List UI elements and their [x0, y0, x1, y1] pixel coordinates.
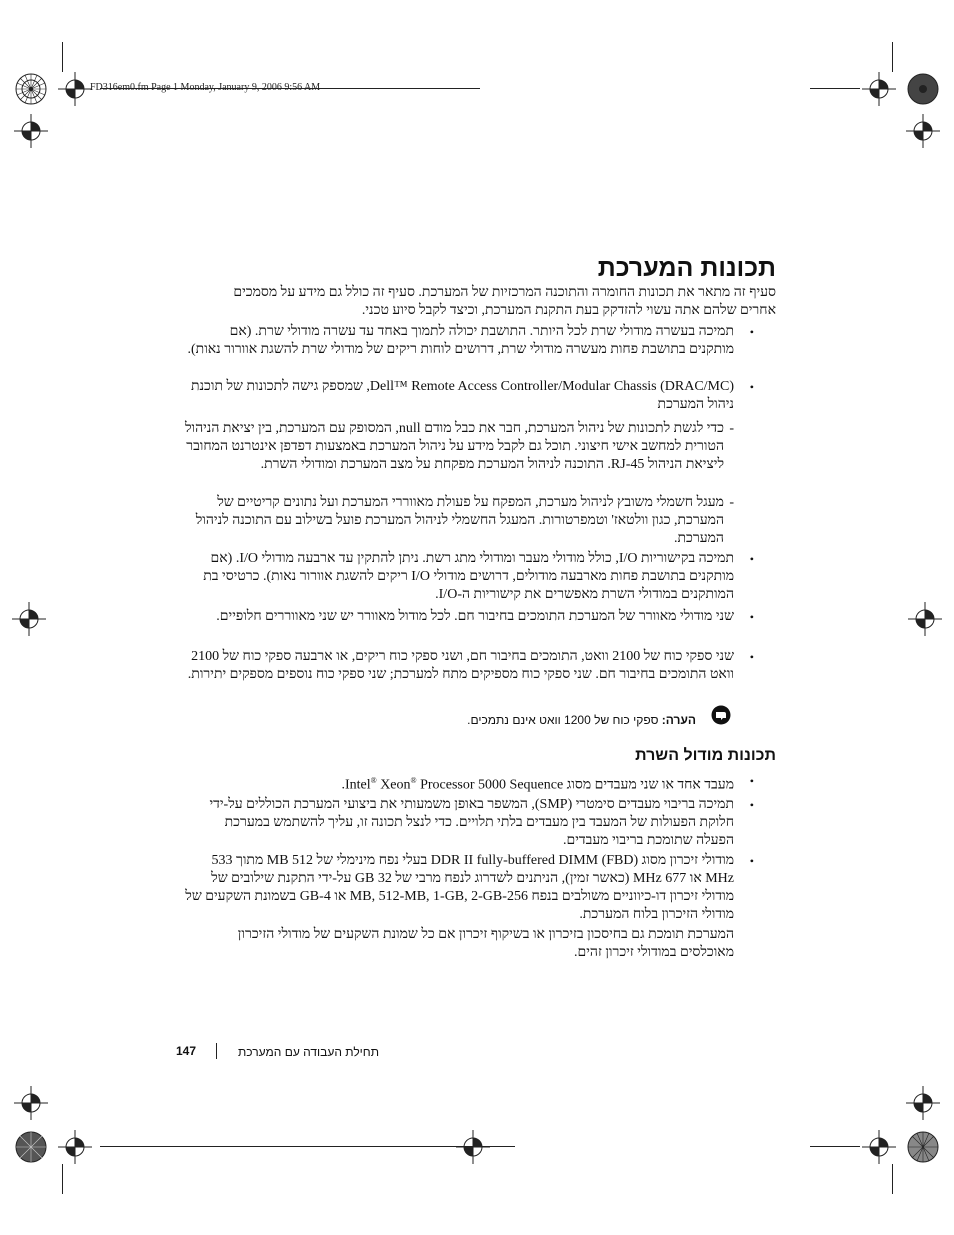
- page-number: 147: [176, 1044, 197, 1058]
- crosshair-icon: [906, 1086, 940, 1120]
- note-text: ספקי כוח של 1200 וואט אינם נתמכים.: [467, 713, 659, 727]
- registered-mark: ®: [370, 776, 377, 785]
- feature-item: שני ספקי כוח של 2100 וואט, התומכים בחיבור חם, ושני ספקי כוח ריקים, או ארבעה ספקי כוח של 2100 וואט התומכים בחיבור חם. שני ספקי כוח מספיקים מתח למערכת; שני ספקי כוח נוספים מספקים יתירות.: [187, 649, 734, 682]
- crosshair-icon: [14, 72, 48, 106]
- color-target-icon: [906, 1130, 940, 1164]
- bullet-icon: •: [749, 854, 754, 868]
- bullet-icon: •: [749, 325, 754, 339]
- server-feature-item: מודולי זיכרון מסוג DDR II fully-buffered DIMM (FBD) בעלי נפח מינימלי של 512 MB מתוך 533 MHz או 677 MHz (כאשר זמין), הניתנים לשדרוג לנפח מרבי של 32 GB על-ידי התקנת שילובים של מודולי זיכרון דו-כיווניים משולבים בנפח 256-MB, 512-MB, 1-GB, 2-GB או 4-GB בשמונת השקעים של מודולי הזיכרון בלוח המערכת.: [185, 853, 734, 922]
- feature-item: תמיכה בעשרה מודולי שרת לכל היותר. התושבת יכולה לתמוך באחד עד עשרה מודולי שרת. (אם מותקנים בתושבת פחות מעשרה מודולי שרת, דרושים לוחות ריקים של מודולי שרת להשגת אוורור נאות).: [187, 324, 734, 357]
- color-target-icon: [14, 1130, 48, 1164]
- page-title: תכונות המערכת: [597, 254, 776, 282]
- registered-mark: ®: [410, 776, 417, 785]
- dash-icon: -: [729, 495, 734, 510]
- crosshair-icon: [908, 602, 942, 636]
- crosshair-icon: [14, 114, 48, 148]
- bullet-icon: •: [749, 552, 754, 566]
- note: [296, 712, 696, 728]
- processor-text-2: Xeon: [376, 777, 411, 793]
- crosshair-icon: [862, 1130, 896, 1164]
- color-target-icon: [906, 72, 940, 106]
- section-title: תכונות מודול השרת: [635, 747, 776, 764]
- bullet-icon: •: [749, 380, 754, 394]
- footer-section-name: תחילת העבודה עם המערכת: [238, 1045, 379, 1059]
- bullet-icon: •: [749, 798, 754, 812]
- footer-separator: [216, 1043, 217, 1059]
- crosshair-icon: [456, 1130, 490, 1164]
- crosshair-icon: [58, 1130, 92, 1164]
- crosshair-icon: [14, 1086, 48, 1120]
- sub-feature-item: כדי לגשת לתכונות של ניהול המערכת, חבר את כבל מודם null, המסופק עם המערכת, בין יציאת הניהול הטורית למחשב אישי חיצוני. תוכל גם לקבל מידע על ניהול המערכת באמצעות דפדפן אינטרנט המחובר ליציאת הניהול RJ-45. התוכנה לניהול המערכת מפקחת על מצב המערכת ומודולי השרת.: [184, 421, 724, 472]
- feature-item: שני מודולי מאוורר של המערכת התומכים בחיבור חם. לכל מודול מאוורר יש שני מאווררים חלופיים.: [216, 609, 734, 624]
- server-feature-item: תמיכה בריבוי מעבדים סימטרי (SMP), המשפר באופן משמעותי את ביצועי המערכת הכוללים על-ידי חלוקת הפעולות של המעבד בין מעבדים בלתי תלויים. כדי לנצל תכונה זו, עליך להשתמש במערכת הפעלה שתומכת בריבוי מעבדים.: [209, 797, 734, 848]
- file-info-header: FD316em0.fm Page 1 Monday, January 9, 2006 9:56 AM: [90, 82, 321, 93]
- feature-item: תמיכה בקישוריות I/O, כולל מודולי מעבר ומודולי מתג רשת. ניתן להתקין עד ארבעה מודולי I/O. (אם מותקנים בתושבת פחות מארבעה מודולים, דרושים מודולי I/O ריקים להשגת אוורור נאות). כרטיסי בת המותקנים במודולי השרת מאפשרים את קישוריות ה-I/O.: [203, 551, 734, 602]
- intro-paragraph: סעיף זה מתאר את תכונות החומרה והתוכנה המרכזיות של המערכת. סעיף זה כולל גם מידע על מסמכים אחרים שלהם אתה עשוי להזדקק בעת התקנת המערכת, וכיצד לקבל סיוע טכני.: [233, 285, 776, 318]
- memory-note: המערכת תומכת גם בחיסכון בזיכרון או בשיקוף זיכרון אם כל שמונת השקעים של מודולי הזיכרון מאוכלסים במודולי זיכרון זהים.: [237, 927, 734, 960]
- crosshair-icon: [58, 72, 92, 106]
- dash-icon: -: [729, 421, 734, 436]
- bullet-icon: •: [749, 610, 754, 624]
- sub-feature-item: מעגל חשמלי משובץ לניהול מערכת, המפקח על פעולת מאווררי המערכת ועל נתונים קריטיים של המערכת, כגון וולטאז' וטמפרטורות. המעגל החשמלי לניהול המערכת פועל בשילוב עם התוכנה לניהול המערכת.: [195, 495, 724, 546]
- processor-text-1: מעבד אחד או שני מעבדים מסוג Intel: [344, 777, 734, 793]
- bullet-icon: •: [749, 774, 754, 788]
- server-feature-item: [184, 772, 734, 795]
- crosshair-icon: [862, 72, 896, 106]
- processor-text-3: Processor 5000 Sequence.: [341, 777, 564, 793]
- note-icon: [711, 705, 731, 725]
- crosshair-icon: [12, 602, 46, 636]
- note-label: הערה:: [661, 713, 696, 727]
- feature-item: Dell™ Remote Access Controller/Modular Chassis (DRAC/MC), שמספק גישה לתכונות של תוכנת ניהול המערכת: [190, 379, 734, 412]
- crosshair-icon: [906, 114, 940, 148]
- bullet-icon: •: [749, 650, 754, 664]
